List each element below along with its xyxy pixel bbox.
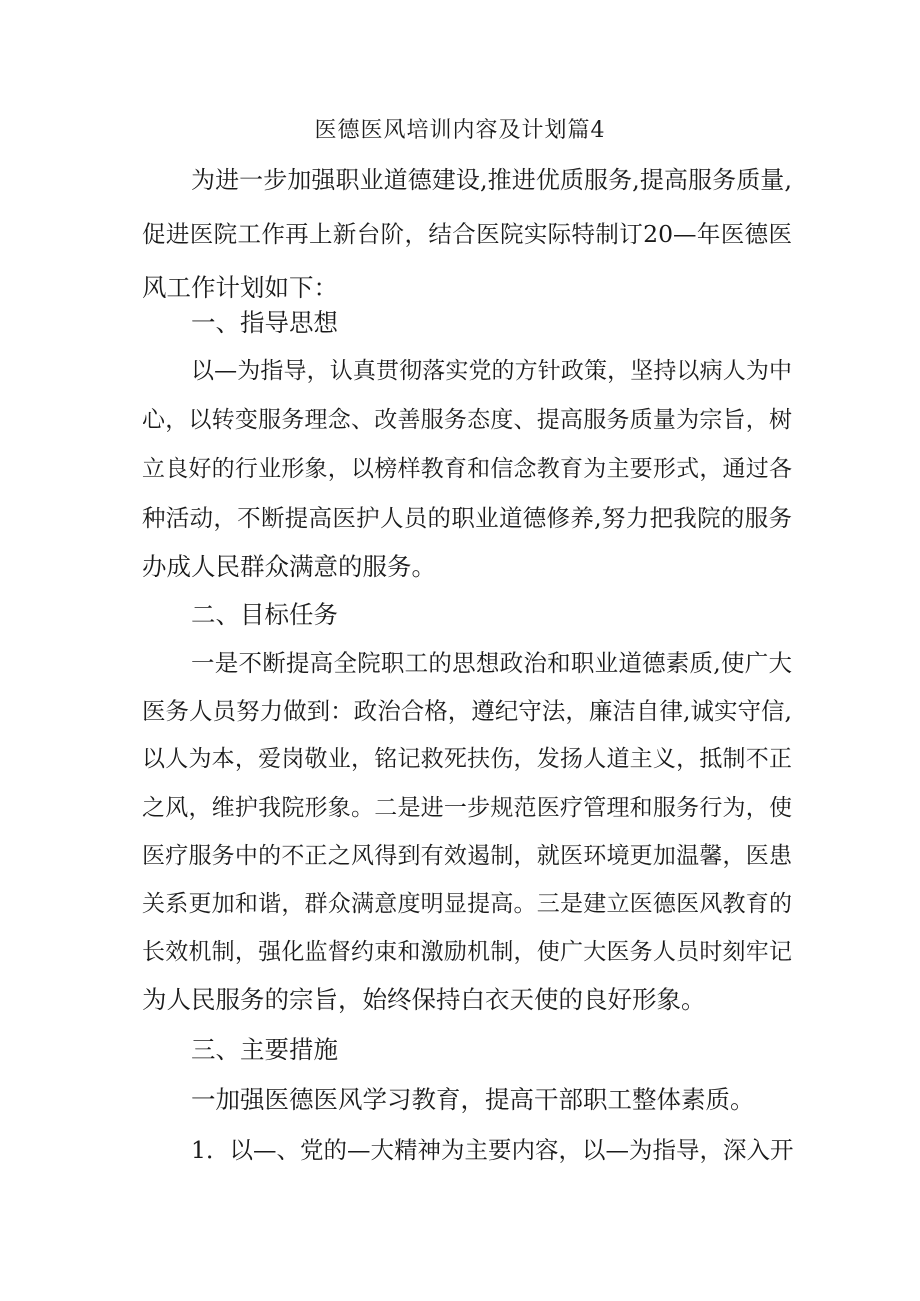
paragraph-line: 一加强医德医风学习教育，提高干部职工整体素质。 — [191, 1085, 755, 1114]
paragraph-line: 医务人员努力做到：政治合格，遵纪守法，廉洁自律,诚实守信, — [142, 697, 792, 725]
paragraph-line: 风工作计划如下： — [142, 273, 338, 302]
paragraph-line: 1．以—、党的—大精神为主要内容，以—为指导，深入开 — [191, 1136, 794, 1164]
paragraph-line: 以—为指导，认真贯彻落实党的方针政策，坚持以病人为中 — [191, 358, 792, 384]
paragraph-line: 关系更加和谐，群众满意度明显提高。三是建立医德医风教育的 — [142, 891, 792, 917]
paragraph-line: 为进一步加强职业道德建设,推进优质服务,提高服务质量, — [191, 166, 792, 194]
paragraph-line: 之风，维护我院形象。二是进一步规范医疗管理和服务行为，使 — [142, 795, 792, 821]
paragraph-line: 办成人民群众满意的服务。 — [142, 552, 436, 581]
document-title: 医德医风培训内容及计划篇4 — [314, 118, 606, 143]
paragraph-line: 以人为本，爱岗敬业，铭记救死扶伤，发扬人道主义，抵制不正 — [142, 746, 792, 772]
section-heading: 二、目标任务 — [191, 600, 338, 629]
section-heading: 一、指导思想 — [191, 308, 338, 337]
paragraph-line: 长效机制，强化监督约束和激励机制，使广大医务人员时刻牢记 — [142, 939, 792, 965]
paragraph-line: 为人民服务的宗旨，始终保持白衣天使的良好形象。 — [142, 985, 706, 1014]
paragraph-line: 促进医院工作再上新台阶，结合医院实际特制订20—年医德医 — [142, 220, 792, 248]
paragraph-line: 心，以转变服务理念、改善服务态度、提高服务质量为宗旨，树 — [142, 407, 792, 433]
paragraph-line: 立良好的行业形象，以榜样教育和信念教育为主要形式，通过各 — [142, 456, 792, 482]
paragraph-line: 种活动，不断提高医护人员的职业道德修养,努力把我院的服务 — [142, 504, 792, 532]
section-heading: 三、主要措施 — [191, 1035, 338, 1064]
paragraph-line: 一是不断提高全院职工的思想政治和职业道德素质,使广大 — [191, 649, 792, 677]
paragraph-line: 医疗服务中的不正之风得到有效遏制，就医环境更加温馨，医患 — [142, 843, 792, 869]
